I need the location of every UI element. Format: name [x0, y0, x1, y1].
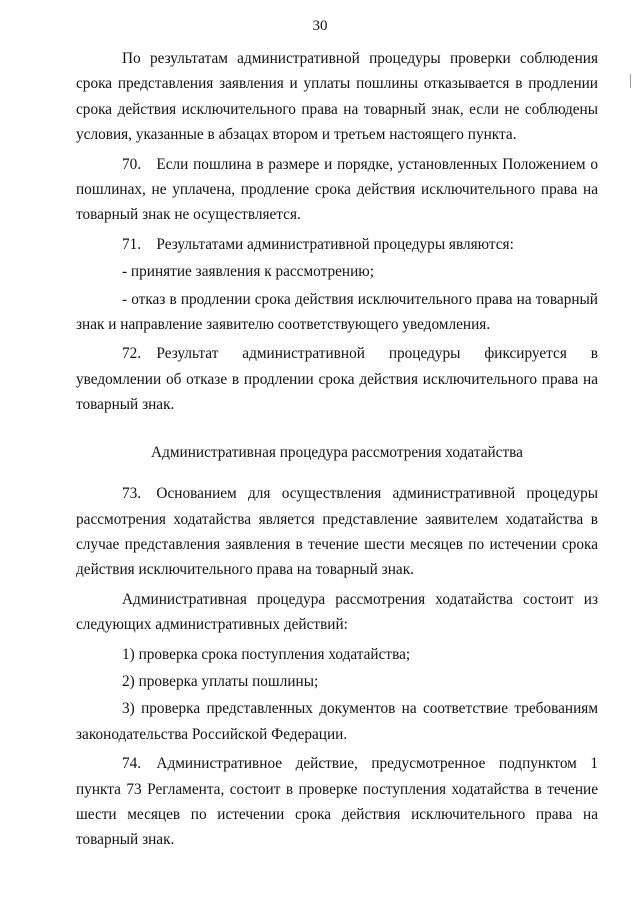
paragraph-71-item-2: - отказ в продлении срока действия исключительного права на товарный знак и направление заявителю соответствующего уведомления. — [76, 290, 598, 334]
paragraph-70: 70. Если пошлина в размере и порядке, установленных Положением о пошлинах, не уплачена, продление срока действия исключительного права на товарный знак не осуществляется. — [76, 155, 598, 224]
paragraph-73-intro: Административная процедура рассмотрения ходатайства состоит из следующих административных действий: — [76, 590, 598, 634]
paragraph-69-continuation: По результатам административной процедуры проверки соблюдения срока представления заявления и уплаты пошлины отказывается в продлении срока действия исключительного права на товарный знак, если не соблюдены условия, указанные в абзацах втором и третьем настоящего пункта. — [76, 50, 598, 144]
paragraph-73: 73. Основанием для осуществления административной процедуры рассмотрения ходатайства является представление заявителем ходатайства в случае представления заявления в течение шести месяцев по истечении срока действия исключительного права на товарный знак. — [76, 485, 598, 579]
paragraph-74: 74. Административное действие, предусмотренное подпунктом 1 пункта 73 Регламента, состоит в проверке поступления ходатайства в течение шести месяцев по истечении срока действия исключительного права на товарный знак. — [76, 755, 598, 849]
paragraph-73-item-3: 3) проверка представленных документов на соответствие требованиям законодательства Российской Федерации. — [76, 700, 598, 743]
scan-edge-mark — [630, 74, 631, 88]
paragraph-73-item-1: 1) проверка срока поступления ходатайства; — [122, 645, 411, 663]
paragraph-71: 71. Результатами административной процедуры являются: — [122, 235, 514, 253]
section-heading: Административная процедура рассмотрения ходатайства — [151, 443, 523, 461]
paragraph-71-item-1: - принятие заявления к рассмотрению; — [122, 263, 374, 281]
page-number: 30 — [312, 18, 328, 34]
paragraph-72: 72. Результат административной процедуры фиксируется в уведомлении об отказе в продлении срока действия исключительного права на товарный знак. — [76, 345, 598, 414]
document-body — [76, 46, 598, 857]
paragraph-73-item-2: 2) проверка уплаты пошлины; — [122, 672, 319, 690]
